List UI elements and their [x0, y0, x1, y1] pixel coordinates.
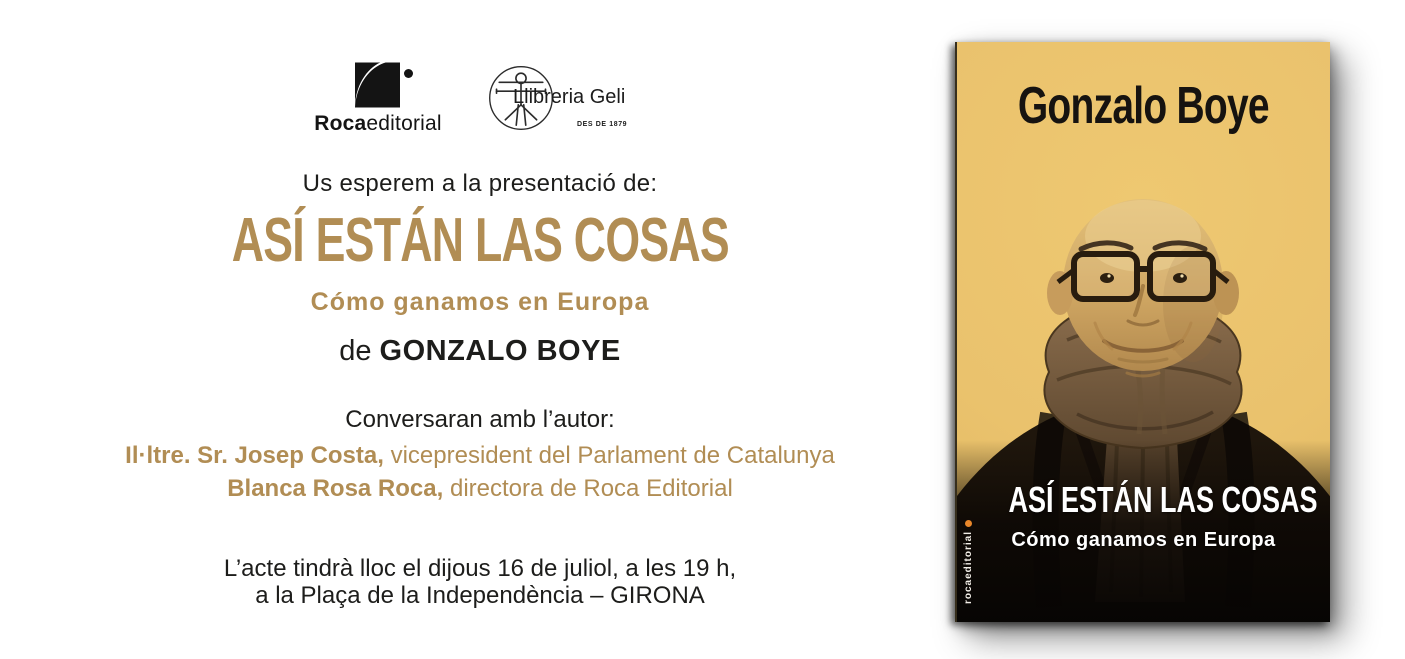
conversation-heading: Conversaran amb l’autor: [345, 406, 615, 433]
geli-logo-name: Llibreria Geli [513, 86, 626, 108]
author-prefix: de [339, 335, 380, 367]
cover-author-name [957, 77, 1330, 135]
author-line [0, 335, 960, 368]
geli-logo-since: DES DE 1879 [577, 121, 628, 128]
roca-brand-bold: Roca [314, 112, 367, 135]
speaker-1-role: vicepresident del Parlament de Catalunya [383, 442, 835, 469]
speaker-line-1 [0, 442, 960, 470]
publisher-spine [963, 520, 974, 604]
publisher-name: rocaeditorial [963, 531, 974, 605]
cover-title-text: ASÍ ESTÁN LAS COSAS [1008, 479, 1318, 520]
book-title-text: ASÍ ESTÁN LAS COSAS [231, 206, 729, 275]
speaker-2-name: Blanca Rosa Roca, [227, 475, 444, 502]
roca-brand-regular: editorial [366, 112, 442, 135]
roca-editorial-logo [308, 60, 448, 135]
llibreria-geli-logo [487, 60, 637, 138]
cover-author-text: Gonzalo Boye [1017, 77, 1270, 135]
roca-logo-icon [355, 62, 400, 108]
publisher-dot-icon [965, 520, 972, 527]
cover-title [957, 479, 1330, 520]
speaker-2-role: directora de Roca Editorial [443, 475, 733, 502]
book-title-heading [0, 206, 960, 275]
event-date-line: L’acte tindrà lloc el dijous 16 de juliol, a les 19 h, [223, 555, 737, 582]
invitation-tagline: Us esperem a la presentació de: [302, 170, 658, 197]
speaker-line-2 [0, 475, 960, 503]
cover-subtitle: Cómo ganamos en Europa [1011, 529, 1276, 551]
author-name: GONZALO BOYE [379, 335, 621, 367]
roca-logo-dot-icon [404, 69, 413, 78]
book-cover [955, 42, 1330, 622]
event-place-line: a la Plaça de la Independència – GIRONA [255, 582, 705, 609]
speaker-1-name: Il·ltre. Sr. Josep Costa, [125, 442, 384, 469]
roca-logo-wordmark [308, 112, 448, 136]
book-subtitle: Cómo ganamos en Europa [310, 288, 650, 316]
